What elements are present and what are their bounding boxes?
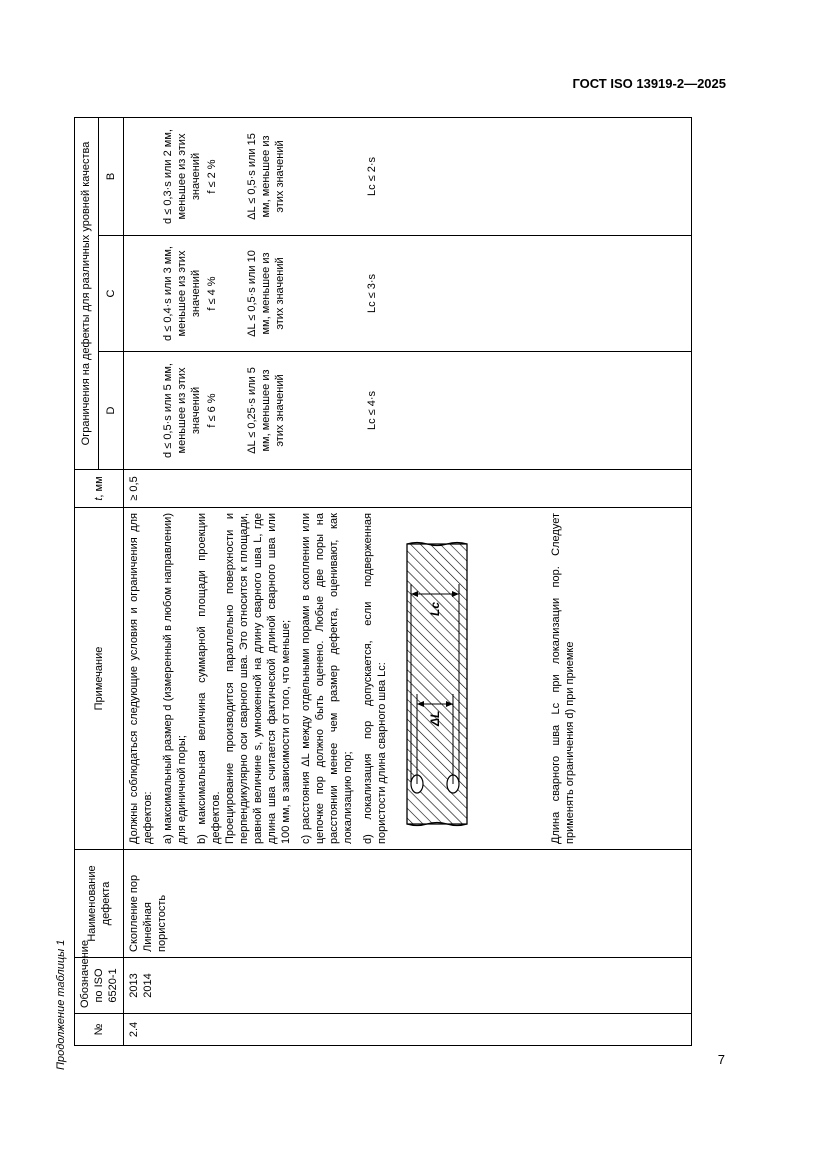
row-iso-codes [124,958,692,1014]
header-level-b: B [98,118,123,236]
table-row [124,118,692,1046]
limit-d-d: Lc ≤ 4·s [366,390,378,431]
limit-d-b: f ≤ 6 % [206,393,218,428]
iso-code-2014: 2014 [142,973,154,998]
limits-level-d [124,352,692,470]
iso-code-2013: 2013 [128,973,140,998]
label-dl: ΔL [428,710,442,726]
defect-name-1: Скопление пор [128,874,140,952]
limit-d-c: ΔL ≤ 0,25·s или 5 мм, меньшее из этих значений [246,367,286,454]
row-number: 2.4 [124,1014,692,1046]
limit-b-c: ΔL ≤ 0,5·s или 15 мм, меньшее из этих значений [246,133,286,220]
note-b1: b) максимальная величина суммарной площади проекции дефектов. [196,513,222,844]
note-end: Длина сварного шва Lc при локализации пор. Следует применять ограничения d) при приемке [550,513,576,844]
document-code: ГОСТ ISO 13919-2—2025 [572,76,726,91]
header-level-c: C [98,236,123,352]
defect-name-2: Линейная пористость [142,894,168,952]
limit-b-a: d ≤ 0,3·s или 2 мм, меньшее из этих значений [162,129,202,224]
limit-d-a: d ≤ 0,5·s или 5 мм, меньшее из этих значений [162,363,202,458]
note-d: d) локализация пор допускается, если подверженная пористости длина сварного шва Lc: [362,513,388,844]
row-note [124,508,692,850]
note-c: c) расстояния ΔL между отдельными порами в скоплении или цепочке пор должно быть оценено. Любые две поры на расстоянии менее чем размер дефекта, оценивают, как локализацию пор; [300,513,354,844]
limit-c-d: Lc ≤ 3·s [366,273,378,314]
limit-c-a: d ≤ 0,4·s или 3 мм, меньшее из этих значений [162,246,202,341]
rotated-table-block [52,118,687,1070]
header-num: № [75,1014,124,1046]
limit-c-c: ΔL ≤ 0,5·s или 10 мм, меньшее из этих значений [246,250,286,337]
note-intro: Должны соблюдаться следующие условия и ограничения для дефектов: [128,513,154,844]
page-number: 7 [717,1052,725,1067]
limit-c-b: f ≤ 4 % [206,276,218,311]
note-b2: Проецирование производится параллельно поверхности и перпендикулярно оси сварного шва. Это относится к площади, равной величине s, умноженной на длину сварного шва L, где длина шва считается фактической длиной сварного шва или 100 мм, в зависимости от того, что меньше; [224,513,292,844]
weld-porosity-figure [393,514,543,844]
header-level-d: D [98,352,123,470]
header-iso: Обозначение по ISO 6520-1 [75,958,124,1014]
limit-b-d: Lc ≤ 2·s [366,156,378,197]
row-thickness: ≥ 0,5 [124,470,692,508]
table-caption: Продолжение таблицы 1 [55,939,67,1070]
row-defect-name [124,850,692,958]
limit-b-b: f ≤ 2 % [206,159,218,194]
header-t: t, мм [75,470,124,508]
limits-level-c [124,236,692,352]
defects-table [74,117,692,1046]
label-lc: Lc [428,601,442,616]
header-name: Наименование дефекта [75,850,124,958]
header-limits-group: Ограничения на дефекты для различных уровней качества [75,118,99,470]
header-note: Примечание [75,508,124,850]
note-a: a) максимальный размер d (измеренный в любом направлении) для единичной поры; [162,513,188,844]
limits-level-b [124,118,692,236]
